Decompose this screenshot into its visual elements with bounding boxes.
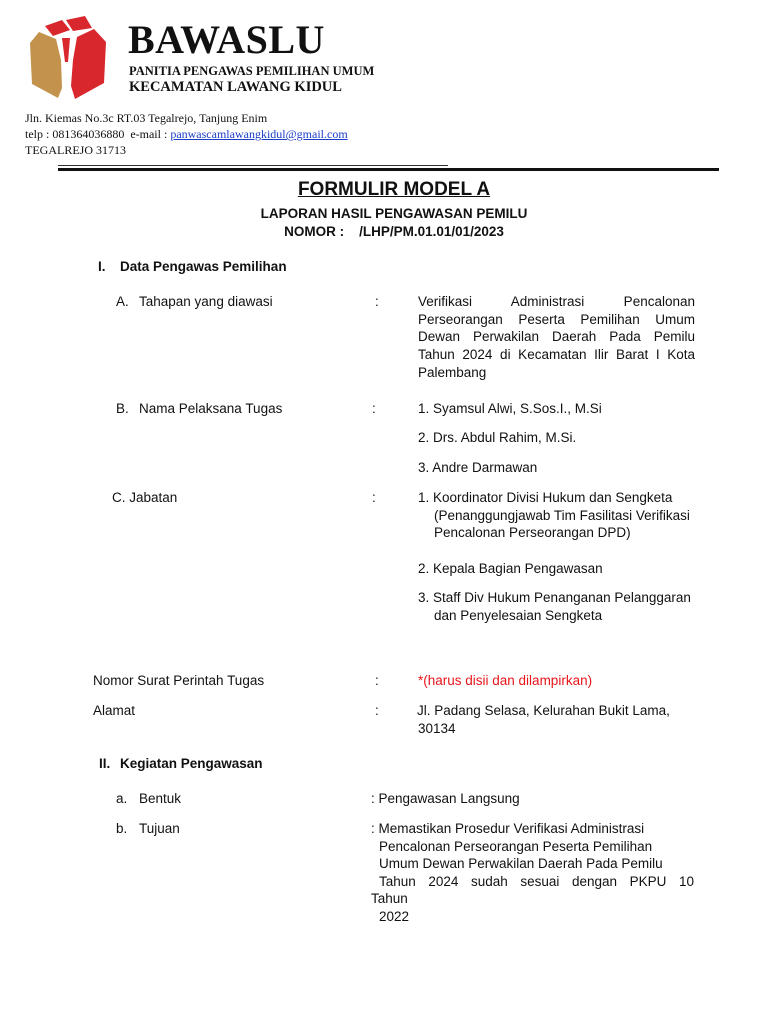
- assignment-letter-note: *(harus disii dan dilampirkan): [418, 673, 593, 688]
- form-subtitle: LAPORAN HASIL PENGAWASAN PEMILU: [260, 206, 528, 221]
- position-3: 3. Staff Div Hukum Penanganan Pelanggaran dan Penyelesaian Sengketa: [418, 590, 691, 623]
- activity-form-marker: a.: [116, 791, 128, 806]
- activity-goal-line-2: Pencalonan Perseorangan Peserta Pemilihan: [379, 839, 653, 854]
- org-subtitle: PANITIA PENGAWAS PEMILIHAN UMUM: [129, 64, 375, 78]
- section-1-number: I.: [98, 259, 106, 274]
- position-2: 2. Kepala Bagian Pengawasan: [418, 561, 603, 576]
- activity-goal-line-3: Umum Dewan Perwakilan Daerah Pada Pemilu: [379, 856, 663, 871]
- item-a-colon: :: [375, 294, 379, 309]
- activity-form-label: Bentuk: [139, 791, 182, 806]
- officer-name-2: 2. Drs. Abdul Rahim, M.Si.: [418, 430, 577, 445]
- form-number: NOMOR : /LHP/PM.01.01/01/2023: [284, 224, 504, 239]
- activity-form-value: : Pengawasan Langsung: [371, 791, 520, 806]
- address-label: Alamat: [93, 703, 136, 718]
- activity-goal-line-6: 2022: [379, 909, 410, 924]
- form-title: FORMULIR MODEL A: [297, 179, 491, 200]
- phone-text: telp : 081364036880 e-mail :: [25, 127, 171, 141]
- section-1-heading: Data Pengawas Pemilihan: [120, 259, 287, 274]
- activity-goal-line-4: Tahun 2024 sudah sesuai dengan PKPU 10: [379, 874, 694, 889]
- position-1: 1. Koordinator Divisi Hukum dan Sengketa (Penanggungjawab Tim Fasilitasi Verifikasi Pencalonan Perseorangan DPD): [418, 490, 690, 541]
- activity-goal-marker: b.: [116, 821, 128, 836]
- item-c-label: C. Jabatan: [112, 490, 178, 505]
- item-c-colon: :: [372, 490, 376, 505]
- postal-line: TEGALREJO 31713: [25, 143, 126, 157]
- section-2-number: II.: [99, 756, 111, 771]
- contact-line: [25, 127, 348, 142]
- assignment-letter-colon: :: [375, 673, 379, 688]
- activity-goal-line-5: Tahun: [371, 891, 408, 906]
- org-name: BAWASLU: [128, 17, 325, 62]
- address-value: Jl. Padang Selasa, Kelurahan Bukit Lama, 30134: [417, 703, 670, 736]
- assignment-letter-label: Nomor Surat Perintah Tugas: [93, 673, 265, 688]
- item-a-label: Tahapan yang diawasi: [139, 294, 273, 309]
- org-district: KECAMATAN LAWANG KIDUL: [129, 79, 342, 95]
- activity-goal-line-1: : Memastikan Prosedur Verifikasi Administrasi: [371, 821, 645, 836]
- address-colon: :: [375, 703, 379, 718]
- item-a-marker: A.: [116, 294, 129, 309]
- item-a-value: Verifikasi Administrasi Pencalonan Perseorangan Peserta Pemilihan Umum Dewan Perwakilan Daerah Pada Pemilu Tahun 2024 di Kecamatan Ilir Barat I Kota Palembang: [418, 294, 695, 380]
- section-2-heading: Kegiatan Pengawasan: [120, 756, 263, 771]
- officer-name-1: 1. Syamsul Alwi, S.Sos.I., M.Si: [418, 401, 602, 416]
- activity-goal-label: Tujuan: [139, 821, 180, 836]
- item-b-colon: :: [372, 401, 376, 416]
- item-b-marker: B.: [116, 401, 129, 416]
- address-line: Jln. Kiemas No.3c RT.03 Tegalrejo, Tanjung Enim: [25, 111, 268, 125]
- header-divider-thin: [58, 165, 448, 166]
- email-link[interactable]: panwascamlawangkidul@gmail.com: [170, 127, 348, 141]
- header-divider-thick: [58, 168, 719, 171]
- officer-name-3: 3. Andre Darmawan: [418, 460, 538, 475]
- bawaslu-logo-icon: [28, 16, 108, 100]
- item-b-label: Nama Pelaksana Tugas: [139, 401, 283, 416]
